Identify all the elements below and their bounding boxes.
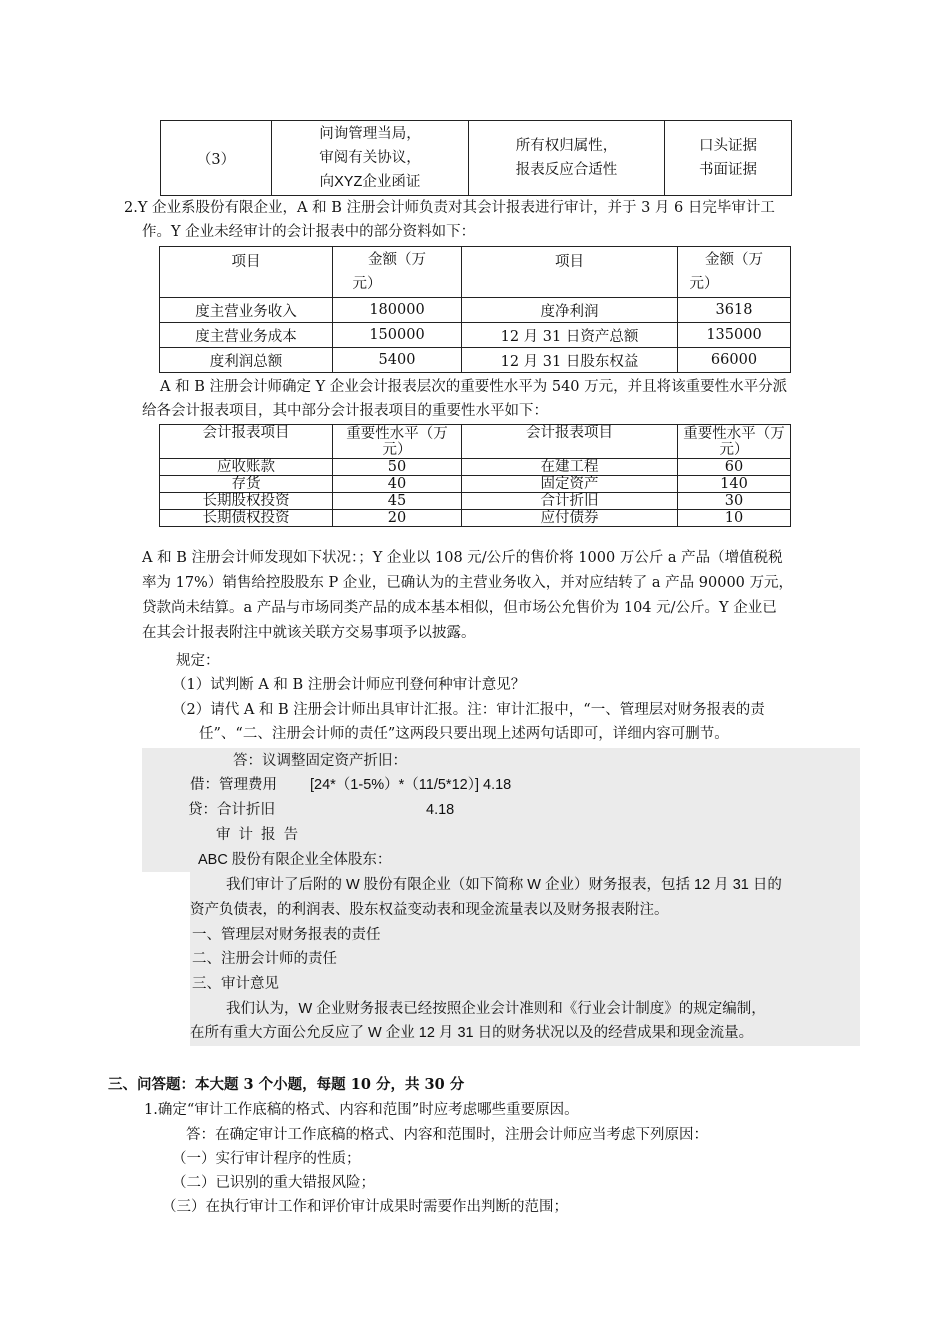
cell: 长期股权投资 xyxy=(160,493,333,510)
materiality-line: 给各会计报表项目，其中部分会计报表项目的重要性水平如下： xyxy=(142,403,548,419)
cell: 度主营业务收入 xyxy=(160,298,333,323)
header-amount-line: 金额（万 xyxy=(368,252,426,268)
header-level-line: 元） xyxy=(719,441,749,458)
section-title: 三、问答题：本大题 3 个小题，每题 10 分，共 30 分 xyxy=(108,1076,465,1093)
question-2-line: 2.Y 企业系股份有限企业，A 和 B 注册会计师负责对其会计报表进行审计，并于 3 月 6 日完毕审计工 xyxy=(124,200,775,216)
header-level-line: 重要性水平（万 xyxy=(346,425,448,442)
cell: 度利润总额 xyxy=(160,348,333,373)
financial-data-table xyxy=(159,246,791,373)
answer-intro: 答：议调整固定资产折旧： xyxy=(233,753,407,769)
header-level xyxy=(333,425,462,459)
answer-item: （二）已识别的重大错报风险； xyxy=(172,1175,375,1191)
question-1: 1.确定“审计工作底稿的格式、内容和范围”时应考虑哪些重要原因。 xyxy=(144,1102,579,1118)
requirement-2-cont: 任”、“二、注册会计师的责任”这两段只要出现上述两句话即可，详细内容可删节。 xyxy=(199,726,729,742)
answer-intro: 答：在确定审计工作底稿的格式、内容和范围时，注册会计师应当考虑下列原因： xyxy=(186,1127,708,1143)
header-level-line: 重要性水平（万 xyxy=(683,425,785,442)
header-item: 项目 xyxy=(160,247,333,298)
header-item: 会计报表项目 xyxy=(160,425,333,459)
table-row xyxy=(160,493,791,510)
cell: 60 xyxy=(678,459,791,476)
report-addressee: ABC 股份有限企业全体股东： xyxy=(198,852,392,868)
evidence-table xyxy=(160,120,792,196)
evidence-line: 书面证据 xyxy=(699,162,757,178)
answer-item: （一）实行审计程序的性质； xyxy=(172,1151,361,1167)
cell: 50 xyxy=(333,459,462,476)
answer-item: （三）在执行审计工作和评价审计成果时需要作出判断的范围； xyxy=(162,1199,568,1215)
cell: 3618 xyxy=(678,298,791,323)
debit-entry: 借：管理费用 xyxy=(190,777,277,793)
requirement-title: 规定： xyxy=(176,653,220,669)
materiality-line: A 和 B 注册会计师确定 Y 企业会计报表层次的重要性水平为 540 万元，并且将该重要性水平分派 xyxy=(160,379,788,395)
report-paragraph: 资产负债表，的利润表、股东权益变动表和现金流量表以及财务报表附注。 xyxy=(190,902,669,918)
header-item: 会计报表项目 xyxy=(462,425,678,459)
evidence-line: 口头证据 xyxy=(699,138,757,154)
cell: 30 xyxy=(678,493,791,510)
cell: 10 xyxy=(678,510,791,527)
report-title: 审 计 报 告 xyxy=(216,827,301,843)
assertion-cell xyxy=(469,121,665,196)
cell: 135000 xyxy=(678,323,791,348)
procedure-cell xyxy=(272,121,469,196)
cell: 45 xyxy=(333,493,462,510)
cell: 150000 xyxy=(333,323,462,348)
table-row xyxy=(160,348,791,373)
cell: 固定资产 xyxy=(462,476,678,493)
cell: 5400 xyxy=(333,348,462,373)
header-level xyxy=(678,425,791,459)
cell: 应付债券 xyxy=(462,510,678,527)
procedure-line: 问询管理当局， xyxy=(319,126,421,142)
header-amount-line: 金额（万 xyxy=(705,252,763,268)
table-row xyxy=(160,459,791,476)
cell: 140 xyxy=(678,476,791,493)
cell: 20 xyxy=(333,510,462,527)
question-2-line: 作。Y 企业未经审计的会计报表中的部分资料如下： xyxy=(142,224,476,240)
table-row xyxy=(160,510,791,527)
header-item: 项目 xyxy=(462,247,678,298)
cell: 180000 xyxy=(333,298,462,323)
table-row xyxy=(160,298,791,323)
cell: 存货 xyxy=(160,476,333,493)
credit-entry: 贷：合计折旧 xyxy=(188,802,275,818)
header-amount-line: 元） xyxy=(689,276,719,292)
report-section: 二、注册会计师的责任 xyxy=(192,951,337,967)
finding-line: 在其会计报表附注中就该关联方交易事项予以披露。 xyxy=(142,625,476,641)
header-level-line: 元） xyxy=(382,441,412,458)
cell: 在建工程 xyxy=(462,459,678,476)
row-number: （3） xyxy=(161,121,272,196)
cell: 度主营业务成本 xyxy=(160,323,333,348)
table-row xyxy=(160,476,791,493)
report-paragraph: 我们认为，W 企业财务报表已经按照企业会计准则和《行业会计制度》的规定编制， xyxy=(226,1001,766,1017)
assertion-line: 所有权归属性， xyxy=(515,138,618,154)
header-amount xyxy=(678,247,791,298)
report-section: 一、管理层对财务报表的责任 xyxy=(192,927,381,943)
cell: 合计折旧 xyxy=(462,493,678,510)
materiality-table xyxy=(159,424,791,527)
header-amount-line: 元） xyxy=(352,276,382,292)
cell: 40 xyxy=(333,476,462,493)
finding-line: 率为 17%）销售给控股股东 P 企业，已确认为的主营业务收入，并对应结转了 a 产品 90000 万元， xyxy=(142,575,794,591)
finding-line: 贷款尚未结算。a 产品与市场同类产品的成本基本相似，但市场公允售价为 104 元/公斤。Y 企业已 xyxy=(142,600,777,616)
report-paragraph: 我们审计了后附的 W 股份有限企业（如下简称 W 企业）财务报表，包括 12 月 31 日的 xyxy=(226,877,782,893)
report-paragraph: 在所有重大方面公允反应了 W 企业 12 月 31 日的财务状况以及的经营成果和现金流量。 xyxy=(190,1025,754,1041)
cell: 66000 xyxy=(678,348,791,373)
report-section: 三、审计意见 xyxy=(192,976,279,992)
header-amount xyxy=(333,247,462,298)
procedure-line: 审阅有关协议， xyxy=(319,150,421,166)
cell: 12 月 31 日资产总额 xyxy=(462,323,678,348)
finding-line: A 和 B 注册会计师发现如下状况：；Y 企业以 108 元/公斤的售价将 1000 万公斤 a 产品（增值税税 xyxy=(142,550,783,566)
requirement-1: （1）试判断 A 和 B 注册会计师应刊登何种审计意见？ xyxy=(172,677,526,693)
cell: 长期债权投资 xyxy=(160,510,333,527)
evidence-cell xyxy=(665,121,792,196)
procedure-line: 向XYZ企业函证 xyxy=(319,174,421,190)
debit-formula: [24*（1-5%）*（11/5*12）] 4.18 xyxy=(310,777,512,793)
cell: 度净利润 xyxy=(462,298,678,323)
cell: 应收账款 xyxy=(160,459,333,476)
cell: 12 月 31 日股东权益 xyxy=(462,348,678,373)
credit-amount: 4.18 xyxy=(426,802,455,818)
assertion-line: 报表反应合适性 xyxy=(515,162,618,178)
table-row xyxy=(160,323,791,348)
requirement-2: （2）请代 A 和 B 注册会计师出具审计汇报。注：审计汇报中，“一、管理层对财务报表的责 xyxy=(172,702,765,718)
